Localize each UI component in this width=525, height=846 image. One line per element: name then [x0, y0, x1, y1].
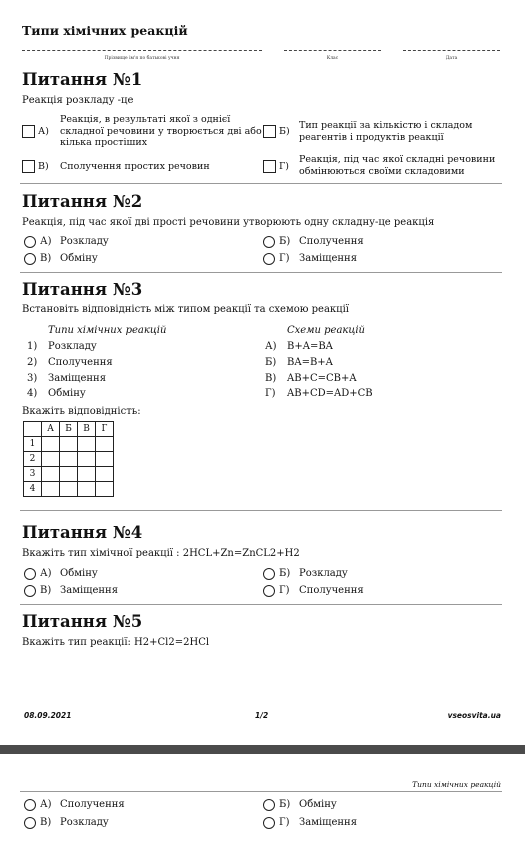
- q5-option-d-radio[interactable]: [263, 817, 275, 829]
- divider: [20, 183, 502, 184]
- q2-option-a-label: А): [40, 236, 52, 247]
- question-5-text: Вкажіть тип реакції: H2+Cl2=2HCl: [22, 637, 210, 648]
- footer-date: 08.09.2021: [24, 711, 72, 720]
- question-1-text: Реакція розкладу -це: [22, 95, 134, 106]
- q5-option-d-text: Заміщення: [299, 817, 358, 828]
- q5-option-c-label: В): [40, 817, 52, 828]
- match-right-item-c: AB+C=CB+A: [287, 373, 357, 384]
- match-left-item-3: Заміщення: [48, 373, 107, 384]
- q2-option-b-radio[interactable]: [263, 236, 275, 248]
- q1-option-b-checkbox[interactable]: [263, 125, 276, 138]
- question-5-title: Питання №5: [22, 612, 143, 631]
- q1-option-c-label: В): [38, 161, 49, 172]
- q4-option-d-label: Г): [279, 585, 290, 596]
- q2-option-d-radio[interactable]: [263, 253, 275, 265]
- grid-cell[interactable]: [60, 482, 78, 497]
- q2-option-b-text: Сполучення: [299, 236, 364, 247]
- q1-option-d-checkbox[interactable]: [263, 160, 276, 173]
- q1-option-a-label: А): [38, 126, 49, 137]
- q1-option-b-label: Б): [279, 126, 290, 137]
- q1-option-d-label: Г): [279, 161, 289, 172]
- q2-option-b-label: Б): [279, 236, 291, 247]
- grid-cell[interactable]: [60, 452, 78, 467]
- q5-option-c-radio[interactable]: [24, 817, 36, 829]
- page2-header-rule: [20, 791, 502, 792]
- q4-option-c-radio[interactable]: [24, 585, 36, 597]
- q4-option-d-text: Сполучення: [299, 585, 364, 596]
- divider: [20, 604, 502, 605]
- match-right-label-d: Г): [265, 388, 276, 399]
- question-3-text: Встановіть відповідність між типом реакції та схемою реакції: [22, 304, 349, 315]
- question-1-title: Питання №1: [22, 70, 143, 89]
- question-4-text: Вкажіть тип хімічної реакції : 2HCL+Zn=ZnCL2+H2: [22, 548, 300, 559]
- q1-option-d-text: Реакція, під час якої складні речовини обмінюються своїми складовими: [299, 154, 496, 177]
- grid-row-header: 1: [24, 437, 42, 452]
- q1-option-b-text: Тип реакції за кількістю і складом реагентів і продуктів реакції: [299, 120, 473, 143]
- match-left-item-4: Обміну: [48, 388, 86, 399]
- question-2-text: Реакція, під час якої дві прості речовини утворюють одну складну-це реакція: [22, 217, 435, 228]
- grid-cell[interactable]: [42, 482, 60, 497]
- q2-option-c-label: В): [40, 253, 52, 264]
- match-right-item-a: B+A=BA: [287, 341, 333, 352]
- footer-site: vseosvita.ua: [447, 711, 501, 720]
- question-3-title: Питання №3: [22, 280, 143, 299]
- page2-header: Типи хімічних реакцій: [412, 780, 501, 789]
- grid-cell[interactable]: [96, 452, 114, 467]
- q4-option-a-text: Обміну: [60, 568, 98, 579]
- match-right-label-c: В): [265, 373, 277, 384]
- grid-cell[interactable]: [42, 452, 60, 467]
- answer-prompt: Вкажіть відповідність:: [22, 406, 141, 417]
- q4-option-a-label: А): [40, 568, 52, 579]
- match-left-header: Типи хімічних реакцій: [48, 325, 167, 336]
- date-field-line[interactable]: [403, 50, 500, 51]
- match-right-label-a: А): [265, 341, 277, 352]
- grid-cell[interactable]: [96, 482, 114, 497]
- q5-option-a-radio[interactable]: [24, 799, 36, 811]
- grid-cell[interactable]: [78, 467, 96, 482]
- q5-option-b-radio[interactable]: [263, 799, 275, 811]
- grid-cell[interactable]: [60, 467, 78, 482]
- q5-option-b-label: Б): [279, 799, 291, 810]
- q1-option-c-checkbox[interactable]: [22, 160, 35, 173]
- match-right-item-d: AB+CD=AD+CB: [287, 388, 373, 399]
- q1-option-a-checkbox[interactable]: [22, 125, 35, 138]
- match-left-num-2: 2): [27, 357, 38, 368]
- class-field-caption: Клас: [326, 56, 339, 61]
- q4-option-d-radio[interactable]: [263, 585, 275, 597]
- grid-col-header: В: [78, 422, 96, 437]
- q2-option-a-radio[interactable]: [24, 236, 36, 248]
- grid-cell[interactable]: [42, 437, 60, 452]
- match-right-header: Схеми реакцій: [287, 325, 365, 336]
- q4-option-b-radio[interactable]: [263, 568, 275, 580]
- q4-option-b-label: Б): [279, 568, 291, 579]
- page-separator: [0, 745, 525, 754]
- grid-row-header: 4: [24, 482, 42, 497]
- q4-option-b-text: Розкладу: [299, 568, 348, 579]
- match-left-item-2: Сполучення: [48, 357, 113, 368]
- q5-option-a-label: А): [40, 799, 52, 810]
- grid-col-header: А: [42, 422, 60, 437]
- divider: [20, 510, 502, 511]
- q2-option-c-radio[interactable]: [24, 253, 36, 265]
- divider: [20, 272, 502, 273]
- document-title: Типи хімічних реакцій: [22, 23, 188, 38]
- match-left-num-3: 3): [27, 373, 38, 384]
- question-2-title: Питання №2: [22, 192, 143, 211]
- class-field-line[interactable]: [284, 50, 381, 51]
- q1-option-c-text: Сполучення простих речовин: [60, 161, 210, 172]
- name-field-caption: Прізвище ім'я по батькові учня: [104, 56, 180, 61]
- q2-option-d-label: Г): [279, 253, 290, 264]
- grid-cell[interactable]: [78, 482, 96, 497]
- grid-col-header: Г: [96, 422, 114, 437]
- grid-corner-cell: [24, 422, 42, 437]
- grid-cell[interactable]: [96, 437, 114, 452]
- grid-col-header: Б: [60, 422, 78, 437]
- question-4-title: Питання №4: [22, 523, 143, 542]
- q5-option-b-text: Обміну: [299, 799, 337, 810]
- q5-option-c-text: Розкладу: [60, 817, 109, 828]
- q2-option-c-text: Обміну: [60, 253, 98, 264]
- grid-cell[interactable]: [42, 467, 60, 482]
- grid-row-header: 2: [24, 452, 42, 467]
- footer-page-number: 1/2: [255, 711, 269, 720]
- grid-row-header: 3: [24, 467, 42, 482]
- grid-cell[interactable]: [78, 452, 96, 467]
- match-right-item-b: BA=B+A: [287, 357, 333, 368]
- grid-cell[interactable]: [96, 467, 114, 482]
- q4-option-a-radio[interactable]: [24, 568, 36, 580]
- match-right-label-b: Б): [265, 357, 277, 368]
- grid-cell[interactable]: [60, 437, 78, 452]
- name-field-line[interactable]: [22, 50, 262, 51]
- q2-option-d-text: Заміщення: [299, 253, 358, 264]
- q1-option-a-text: Реакція, в результаті якої з однієї складної речовини у творюється дві або кілька простіших: [60, 114, 262, 148]
- q5-option-d-label: Г): [279, 817, 290, 828]
- date-field-caption: Дата: [445, 56, 458, 61]
- q4-option-c-label: В): [40, 585, 52, 596]
- q5-option-a-text: Сполучення: [60, 799, 125, 810]
- q2-option-a-text: Розкладу: [60, 236, 109, 247]
- match-left-num-1: 1): [27, 341, 38, 352]
- match-left-num-4: 4): [27, 388, 38, 399]
- grid-cell[interactable]: [78, 437, 96, 452]
- match-left-item-1: Розкладу: [48, 341, 97, 352]
- answer-grid: [23, 421, 114, 497]
- q4-option-c-text: Заміщення: [60, 585, 119, 596]
